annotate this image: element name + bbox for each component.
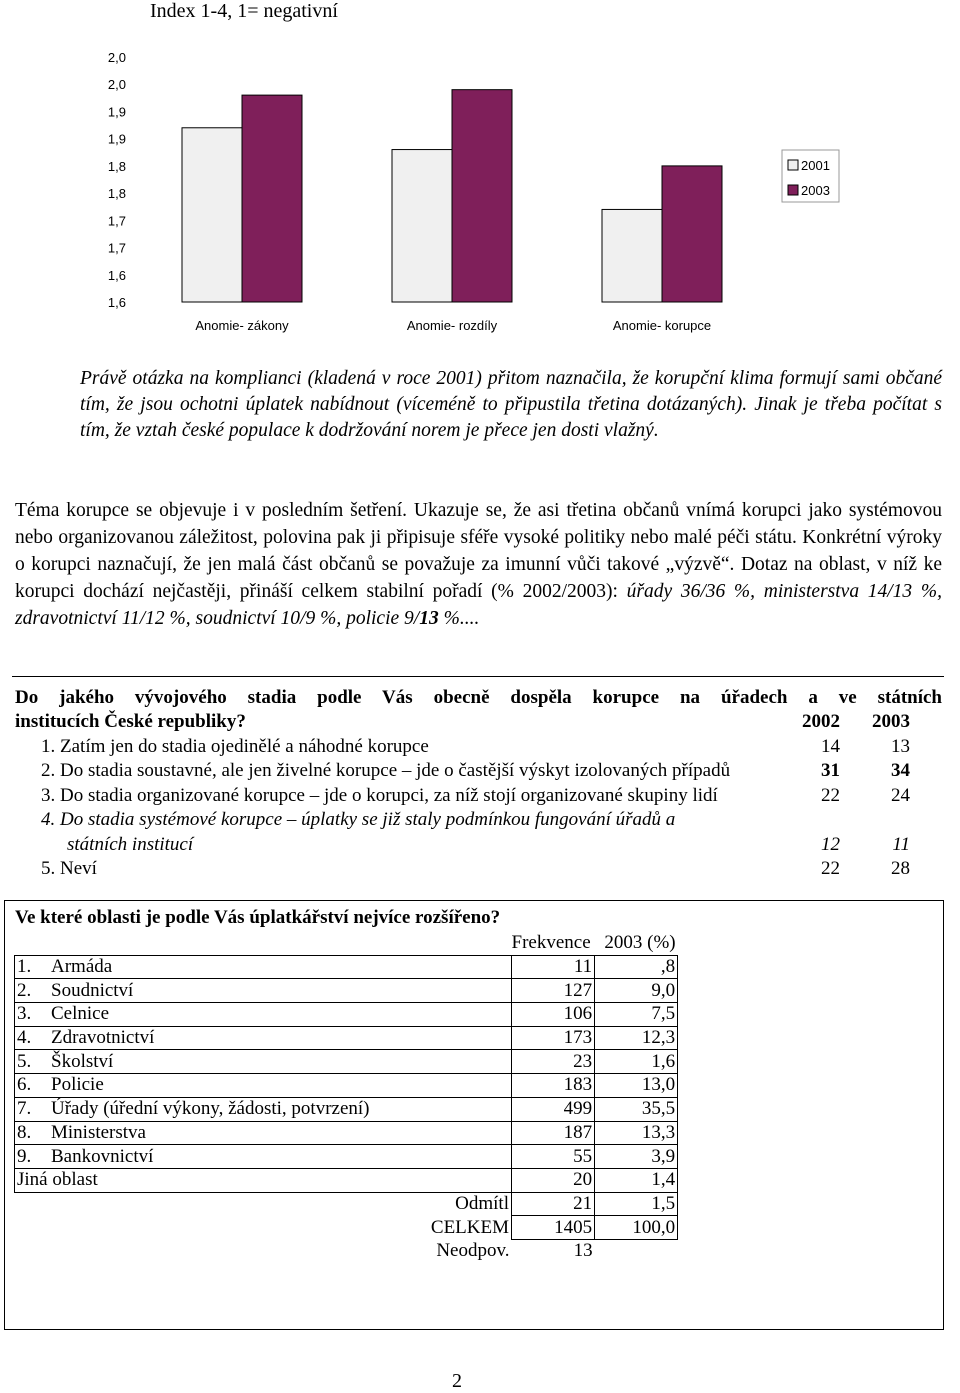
chart-title: Index 1-4, 1= negativní (150, 0, 338, 22)
percent-cell: 1,6 (595, 1050, 678, 1074)
row-number: 2. (17, 979, 32, 1001)
question-1-row (15, 735, 942, 760)
col-pct: 2003 (%) (604, 932, 676, 954)
table-row (15, 979, 678, 1003)
col-2002: 2002 (802, 711, 840, 732)
frequency-cell: 55 (512, 1145, 595, 1169)
row-name: Armáda (51, 956, 113, 978)
frequency-cell: 127 (512, 979, 595, 1003)
frequency-cell: 23 (512, 1050, 595, 1074)
question-1-row (15, 857, 942, 882)
frequency-cell: 11 (512, 955, 595, 979)
italic-paragraph: Právě otázka na komplianci (kladená v roce 2001) přitom naznačila, že korupční klima formují sami občané tím, že jsou ochotni úplatek nabídnout (víceméně to připustila třetina dotázaných). Jinak je třeba počítat s tím, že vztah české populace k dodržování norem je přece jen dosti vlažný. (80, 368, 942, 441)
answer-label: státních institucí (67, 833, 194, 855)
percent-cell: 3,9 (595, 1145, 678, 1169)
y-tick-label: 1,6 (107, 267, 126, 283)
table-row (15, 1121, 678, 1145)
y-tick-label: 2,0 (107, 50, 126, 65)
summary-name: CELKEM (430, 1216, 509, 1238)
legend-label-2003: 2003 (801, 183, 830, 198)
legend-swatch-2001 (788, 160, 798, 170)
region-name (15, 955, 512, 979)
value-2003: 13 (891, 735, 910, 757)
y-tick-label: 2,0 (107, 77, 126, 93)
region-name (15, 1074, 512, 1098)
x-tick-label: Anomie- rozdíly (406, 318, 498, 333)
bar-2001-0 (182, 128, 242, 302)
bar-2001-2 (602, 209, 662, 302)
body-paragraph-end: %.... (438, 608, 480, 629)
y-tick-label: 1,7 (107, 213, 126, 229)
divider (12, 676, 944, 677)
table-row (15, 1050, 678, 1074)
table-header (15, 932, 678, 955)
body-paragraph-italic: úřady 36/36 %, ministerstva 14/13 %, zdravotnictví 11/12 %, soudnictví 10/9 %, policie 9/ (15, 581, 942, 629)
value-2003: 11 (892, 833, 910, 855)
region-name (15, 1121, 512, 1145)
summary-name: Neodpov. (436, 1240, 510, 1262)
frequency-cell: 187 (512, 1121, 595, 1145)
value-2003: 28 (891, 858, 910, 879)
question-1-row (15, 833, 942, 858)
summary-row (15, 1192, 678, 1216)
answer-label: 2. Do stadia soustavné, ale jen živelné korupce – jde o častější výskyt izolovaných případů (41, 760, 731, 781)
row-number: 5. (17, 1050, 32, 1072)
row-number: 1. (17, 956, 32, 978)
row-number: 8. (17, 1121, 32, 1143)
region-name (15, 1168, 512, 1192)
row-name: Školství (51, 1050, 114, 1072)
summary-pct: 1,5 (595, 1192, 678, 1216)
summary-name: Odmítl (455, 1193, 509, 1215)
legend-label-2001: 2001 (801, 158, 830, 173)
bar-2003-0 (242, 95, 302, 302)
row-name: Jiná oblast (17, 1169, 98, 1191)
summary-freq: 1405 (512, 1216, 595, 1240)
region-name (15, 1097, 512, 1121)
row-number: 4. (17, 1027, 32, 1049)
percent-cell: 7,5 (595, 1003, 678, 1027)
region-name (15, 1050, 512, 1074)
region-name (15, 1026, 512, 1050)
summary-pct: 100,0 (595, 1216, 678, 1240)
frequency-cell: 173 (512, 1026, 595, 1050)
summary-row (15, 1216, 678, 1240)
table-row (15, 1074, 678, 1098)
summary-row (15, 1239, 678, 1262)
question-1-title: Do jakého vývojového stadia podle Vás obecně dospěla korupce na úřadech a ve státních (15, 687, 942, 708)
row-name: Zdravotnictví (51, 1027, 155, 1049)
body-paragraph-bold: 13 (419, 608, 439, 629)
page-number: 2 (452, 1370, 462, 1392)
answer-label: 4. Do stadia systémové korupce – úplatky se již staly podmínkou fungování úřadů a (41, 809, 676, 830)
value-2002: 22 (821, 858, 840, 879)
bar-chart (0, 30, 960, 340)
region-name (15, 979, 512, 1003)
question-1-row (15, 759, 942, 784)
frequency-cell: 183 (512, 1074, 595, 1098)
col-frequency: Frekvence (511, 932, 591, 954)
bar-2003-2 (662, 166, 722, 302)
value-2002: 22 (821, 784, 840, 806)
row-number: 6. (17, 1074, 32, 1096)
question-1-row (15, 808, 942, 833)
x-tick-label: Anomie- zákony (195, 318, 289, 333)
answer-label: 5. Neví (41, 858, 97, 879)
y-tick-label: 1,9 (107, 131, 126, 147)
value-2003: 34 (891, 760, 910, 781)
percent-cell: 9,0 (595, 979, 678, 1003)
percent-cell: 12,3 (595, 1026, 678, 1050)
table-row (15, 955, 678, 979)
y-tick-label: 1,8 (107, 158, 126, 174)
percent-cell: ,8 (595, 955, 678, 979)
y-tick-label: 1,7 (107, 240, 126, 256)
x-tick-label: Anomie- korupce (612, 318, 712, 333)
legend-swatch-2003 (788, 185, 798, 195)
question-2-table (14, 932, 678, 1263)
row-number: 3. (17, 1003, 32, 1025)
summary-pct (595, 1239, 678, 1262)
row-name: Úřady (úřední výkony, žádosti, potvrzení) (51, 1098, 370, 1120)
body-paragraph-text: Téma korupce se objevuje i v posledním šetření. Ukazuje se, že asi třetina občanů vnímá korupci jako systémovou nebo organizovanou záležitost, polovina pak ji připisuje sféře vysoké politiky nebo malé péči státu. Konkrétní výroky o korupci naznačují, že jen malá část občanů se považuje za imunní vůči takové „výzvě“. Dotaz na oblast, v níž ke korupci dochází nejčastěji, přináší celkem stabilní pořadí (% 2002/2003): (15, 500, 942, 602)
body-paragraph (15, 497, 942, 632)
row-name: Bankovnictví (51, 1145, 154, 1167)
col-2003: 2003 (872, 711, 910, 732)
region-name (15, 1145, 512, 1169)
row-name: Soudnictví (51, 979, 134, 1001)
question-1 (15, 686, 942, 882)
row-name: Ministerstva (51, 1121, 146, 1143)
summary-freq: 13 (573, 1240, 593, 1262)
value-2002: 31 (821, 760, 840, 781)
question-1-header (15, 710, 942, 735)
frequency-cell: 20 (512, 1168, 595, 1192)
row-number: 7. (17, 1098, 32, 1120)
question-1-title-line2: institucích České republiky? (15, 711, 246, 732)
answer-label: 1. Zatím jen do stadia ojedinělé a náhodné korupce (41, 735, 429, 757)
table-row (15, 1097, 678, 1121)
row-name: Celnice (51, 1003, 110, 1025)
value-2002: 14 (821, 735, 840, 757)
question-1-row (15, 784, 942, 809)
frequency-cell: 499 (512, 1097, 595, 1121)
summary-freq: 21 (512, 1192, 595, 1216)
table-row (15, 1145, 678, 1169)
table-row (15, 1003, 678, 1027)
question-2-title: Ve které oblasti je podle Vás úplatkářství nejvíce rozšířeno? (15, 907, 501, 928)
answer-label: 3. Do stadia organizované korupce – jde o korupci, za níž stojí organizované skupiny lidí (41, 784, 718, 806)
y-tick-label: 1,8 (107, 186, 126, 202)
row-number: 9. (17, 1145, 32, 1167)
y-tick-label: 1,9 (107, 104, 126, 120)
y-tick-label: 1,6 (107, 295, 126, 310)
table-row (15, 1168, 678, 1192)
percent-cell: 13,3 (595, 1121, 678, 1145)
region-name (15, 1003, 512, 1027)
value-2003: 24 (891, 784, 910, 806)
frequency-cell: 106 (512, 1003, 595, 1027)
percent-cell: 13,0 (595, 1074, 678, 1098)
bar-2001-1 (392, 150, 452, 302)
value-2002: 12 (821, 833, 840, 855)
percent-cell: 1,4 (595, 1168, 678, 1192)
percent-cell: 35,5 (595, 1097, 678, 1121)
bar-2003-1 (452, 90, 512, 302)
row-name: Policie (51, 1074, 104, 1096)
table-row (15, 1026, 678, 1050)
